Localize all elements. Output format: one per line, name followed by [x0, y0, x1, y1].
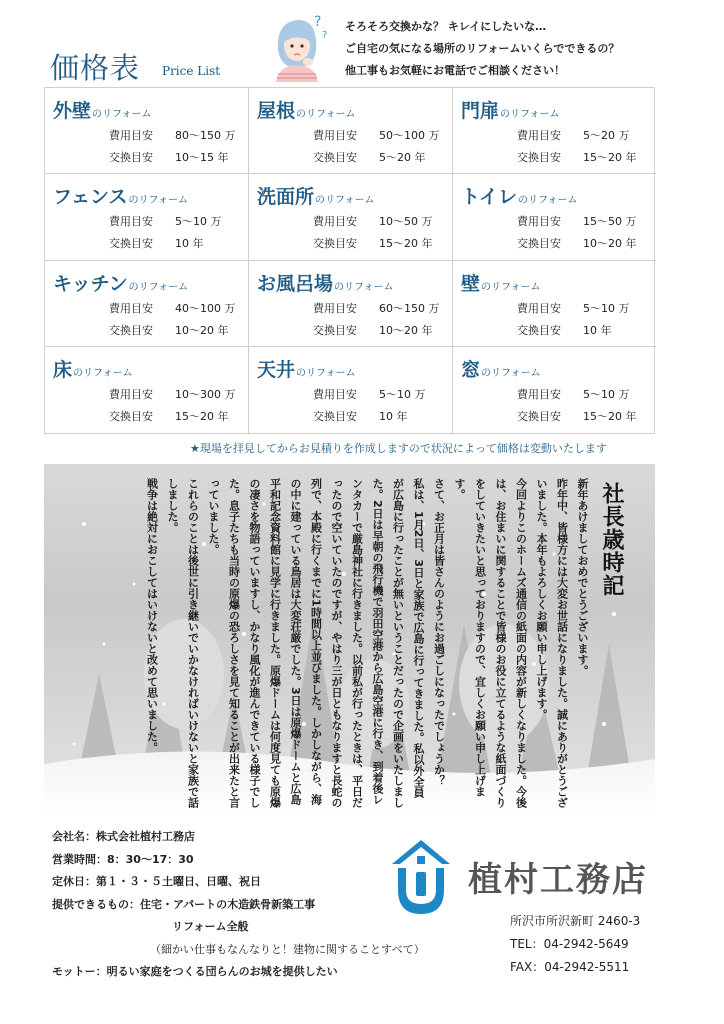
price-item-name	[53, 96, 248, 123]
price-item-name	[257, 269, 452, 296]
replace-value: 15〜20 年	[175, 409, 229, 423]
price-item-title: キッチン	[53, 272, 128, 295]
cost-value: 60〜150 万	[379, 301, 440, 315]
price-item-name	[53, 269, 248, 296]
cost-row	[517, 125, 656, 147]
replace-row	[109, 406, 248, 428]
replace-label: 交換目安	[109, 323, 153, 337]
cost-label: 費用目安	[313, 387, 357, 401]
replace-value: 10 年	[583, 323, 612, 337]
column-paragraph: 戦争は絶対におこしてはいけないと改めて思いました。	[145, 478, 159, 753]
replace-label: 交換目安	[313, 409, 357, 423]
price-cell	[249, 174, 453, 260]
price-item-title: トイレ	[461, 186, 518, 209]
price-item-title: 床	[53, 358, 73, 381]
price-cell	[453, 261, 656, 347]
price-item-suffix: のリフォーム	[518, 195, 578, 207]
price-item-title: 外壁	[53, 100, 92, 122]
cost-value: 5〜10 万	[583, 387, 630, 401]
page-title: 価格表	[50, 51, 141, 85]
column-paragraph: 私は、1月2日、3日と家族で広島に行ってきました。私以外全員が広島に行ったことが無いということだったので企画をいたしました。2日は早朝の飛行機で羽田空港から広島空港に行き、到着後レンタカーで厳島神社に行きました。以前私が行ったときは、平日だったので空いていたのですが、やはり三が日ともなりますと長蛇の列で、本殿に行くまでに1時間以上並びました。しかしながら、海の中に建っている鳥居は大変荘厳でした。3日は原爆ドームと広島平和記念資料館に見学に行きました。原爆ドームは何度見ても原爆の凄さを物語っていますし、かなり風化が進んできている様子でした。息子たちも当時の原爆の恐ろしさを見て知ることが出来たと言っていました。	[207, 478, 425, 808]
replace-value: 15〜20 年	[583, 409, 637, 423]
price-item-title: フェンス	[53, 186, 128, 209]
woman-thinking-illustration	[268, 10, 338, 82]
services-line-2: リフォーム全般	[172, 920, 249, 933]
cost-row	[109, 298, 248, 320]
address: 所沢市所沢新町 2460-3	[510, 914, 641, 928]
replace-label: 交換目安	[313, 237, 357, 251]
cost-label: 費用目安	[313, 129, 357, 142]
intro-line: ご自宅の気になる場所のリフォームいくらでできるの？	[345, 42, 620, 55]
replace-value: 10 年	[175, 237, 204, 251]
cost-row	[313, 125, 452, 147]
column-paragraph: 今回よりこのホームズ通信の紙面の内容が新しくなりました。今後は、お住まいに関することで皆様のお役に立てるような紙面づくりをしていきたいと思っておりますので、宜しくお願い申し上げます。	[453, 478, 528, 808]
price-item-suffix: のリフォーム	[92, 109, 152, 120]
price-item-suffix: のリフォーム	[296, 109, 356, 120]
price-item-title: 天井	[257, 358, 296, 381]
cost-label: 費用目安	[109, 215, 153, 229]
replace-row	[517, 320, 656, 342]
column-paragraph: 新年あけましておめでとうございます。	[576, 478, 589, 676]
motto: モットー：明るい家庭をつくる団らんのお城を提供したい	[52, 965, 338, 978]
replace-value: 15〜20 年	[379, 237, 433, 251]
price-cell	[453, 88, 656, 174]
cost-value: 40〜100 万	[175, 301, 236, 315]
cost-row	[313, 298, 452, 320]
services: 提供できるもの：住宅・アパートの木造鉄骨新築工事	[52, 897, 316, 911]
price-cell	[45, 261, 249, 347]
price-item-title: 洗面所	[257, 186, 315, 209]
intro-line: 他工事もお気軽にお電話でご相談ください！	[345, 64, 565, 77]
price-cell	[249, 88, 453, 174]
cost-row	[109, 211, 248, 233]
cost-value: 80〜150 万	[175, 129, 236, 142]
replace-value: 10〜15 年	[175, 151, 229, 164]
replace-label: 交換目安	[109, 237, 153, 251]
cost-label: 費用目安	[109, 387, 153, 401]
price-item-title: 屋根	[257, 100, 296, 122]
price-item-suffix: のリフォーム	[128, 281, 189, 293]
business-hours: 営業時間：8：30〜17：30	[52, 852, 194, 866]
replace-label: 交換目安	[517, 237, 561, 251]
svg-text:?: ?	[322, 30, 328, 41]
intro-line: そろそろ交換かな？ キレイにしたいな…	[345, 20, 547, 33]
replace-value: 15〜20 年	[583, 151, 637, 164]
replace-value: 10〜20 年	[175, 323, 229, 337]
price-item-name	[257, 355, 452, 382]
replace-row	[313, 320, 452, 342]
price-item-suffix: のリフォーム	[481, 281, 541, 293]
contact-info	[510, 910, 640, 979]
cost-label: 費用目安	[517, 387, 561, 401]
column-body	[62, 478, 592, 808]
price-item-name	[461, 355, 656, 382]
price-table	[44, 87, 655, 434]
price-item-suffix: のリフォーム	[500, 109, 560, 120]
price-item-name	[53, 355, 248, 382]
replace-row	[313, 406, 452, 428]
company-logo-text: 植村工務店	[468, 860, 648, 900]
cost-row	[109, 384, 248, 406]
replace-row	[313, 233, 452, 255]
cost-row	[517, 211, 656, 233]
replace-value: 10〜20 年	[583, 237, 637, 251]
price-item-title: 門扉	[461, 100, 500, 122]
tel-number[interactable]: TEL：04-2942-5649	[510, 937, 629, 951]
price-item-name	[461, 269, 656, 296]
cost-value: 5〜10 万	[175, 215, 222, 229]
price-item-suffix: のリフォーム	[481, 367, 541, 379]
price-cell	[45, 347, 249, 433]
cost-row	[313, 384, 452, 406]
price-item-suffix: のリフォーム	[334, 281, 394, 293]
price-cell	[249, 261, 453, 347]
replace-row	[313, 147, 452, 169]
company-name: 会社名：株式会社植村工務店	[52, 830, 195, 843]
cost-label: 費用目安	[517, 215, 561, 229]
cost-value: 5〜10 万	[583, 301, 630, 315]
cost-value: 10〜300 万	[175, 387, 236, 401]
intro-text	[345, 16, 619, 82]
cost-value: 5〜10 万	[379, 387, 426, 401]
cost-label: 費用目安	[109, 301, 153, 315]
page-subtitle: Price List	[162, 64, 221, 78]
price-item-suffix: のリフォーム	[296, 367, 356, 379]
price-item-name	[53, 182, 248, 209]
replace-row	[109, 320, 248, 342]
replace-value: 10 年	[379, 409, 408, 423]
cost-label: 費用目安	[517, 129, 561, 142]
price-item-suffix: のリフォーム	[128, 195, 188, 207]
cost-row	[313, 211, 452, 233]
cost-row	[517, 384, 656, 406]
svg-text:?: ?	[314, 14, 322, 30]
replace-value: 10〜20 年	[379, 323, 433, 337]
price-item-title: お風呂場	[257, 272, 334, 295]
company-info	[52, 826, 425, 984]
cost-value: 5〜20 万	[583, 129, 630, 142]
column-paragraph: さて、お正月は皆さんのようにお過ごしになったでしょうか？	[432, 478, 446, 786]
cost-label: 費用目安	[313, 301, 357, 315]
price-item-title: 壁	[461, 272, 481, 295]
replace-row	[109, 147, 248, 169]
replace-label: 交換目安	[517, 409, 561, 423]
price-item-name	[257, 182, 452, 209]
cost-row	[109, 125, 248, 147]
replace-row	[109, 233, 248, 255]
price-item-suffix: のリフォーム	[73, 367, 133, 379]
cost-value: 15〜50 万	[583, 215, 637, 229]
column-title: 社長歳時記	[599, 482, 625, 597]
cost-label: 費用目安	[109, 129, 153, 142]
replace-label: 交換目安	[517, 151, 561, 164]
cost-value: 50〜100 万	[379, 129, 440, 142]
cost-label: 費用目安	[517, 301, 561, 315]
price-cell	[453, 347, 656, 433]
replace-label: 交換目安	[313, 151, 357, 164]
price-item-name	[461, 182, 656, 209]
replace-value: 5〜20 年	[379, 151, 426, 164]
price-item-title: 窓	[461, 358, 481, 381]
price-item-suffix: のリフォーム	[315, 195, 375, 207]
replace-label: 交換目安	[109, 409, 153, 423]
price-cell	[45, 174, 249, 260]
holidays: 定休日：第１・３・５土曜日、日曜、祝日	[52, 875, 261, 888]
price-cell	[45, 88, 249, 174]
replace-row	[517, 233, 656, 255]
house-logo-icon	[390, 838, 452, 918]
services-line-3: （細かい仕事もなんなりと！建物に関することすべて）	[150, 942, 425, 956]
replace-label: 交換目安	[313, 323, 357, 337]
cost-value: 10〜50 万	[379, 215, 433, 229]
price-cell	[453, 174, 656, 260]
replace-row	[517, 147, 656, 169]
replace-label: 交換目安	[109, 151, 153, 164]
price-item-name	[257, 96, 452, 123]
fax-number: FAX：04-2942-5511	[510, 960, 630, 974]
column-paragraph: 昨年中、皆様方には大変お世話になりました。誠にありがとうございました。本年もよろしくお願い申し上げます。	[535, 478, 569, 808]
price-item-name	[461, 96, 656, 123]
replace-row	[517, 406, 656, 428]
column-paragraph: これらのことは後世に引き継いでいかなければいけないと家族で話しました。	[166, 478, 200, 808]
price-note: ★現場を拝見してからお見積りを作成しますので状況によって価格は変動いたします	[190, 442, 607, 455]
replace-label: 交換目安	[517, 323, 561, 337]
cost-label: 費用目安	[313, 215, 357, 229]
cost-row	[517, 298, 656, 320]
price-cell	[249, 347, 453, 433]
